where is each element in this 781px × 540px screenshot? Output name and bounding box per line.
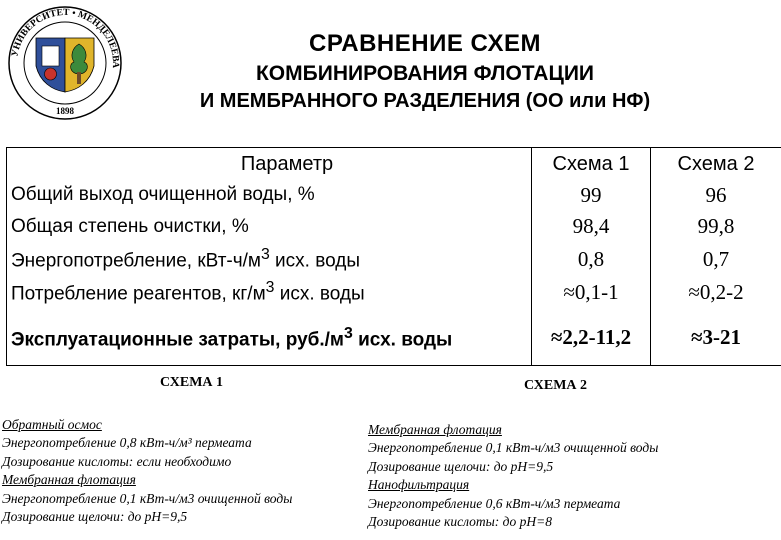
table-row: [7, 309, 781, 366]
row-scheme2-value: 99,8: [697, 214, 735, 238]
scheme2-note-heading: Нанофильтрация: [368, 477, 470, 493]
comparison-table: [6, 147, 781, 366]
scheme1-note: Энергопотребление 0,8 кВт-ч/м³ пермеата: [2, 435, 252, 451]
scheme2-label: СХЕМА 2: [524, 378, 588, 393]
scheme1-note-heading: Обратный осмос: [2, 417, 102, 432]
row-scheme2-value: 96: [705, 182, 727, 207]
table-row: [7, 180, 781, 210]
shield-book-icon: [42, 46, 59, 66]
row-scheme1-value: 98,4: [532, 210, 651, 243]
row-param-text: Эксплуатационные затраты, руб./м: [11, 329, 344, 351]
seal-year: 1898: [56, 106, 74, 116]
scheme1-notes: [2, 416, 292, 526]
row-param: Общая степень очистки, %: [7, 210, 532, 243]
row-scheme1-value: 99: [532, 180, 651, 210]
scheme2-note: Энергопотребление 0,1 кВт-ч/м3 очищенной воды: [368, 440, 659, 456]
table-row: [7, 243, 781, 276]
row-param-suffix: исх. воды: [352, 329, 453, 351]
scheme2-note: Энергопотребление 0,6 кВт-ч/м3 пермеата: [368, 495, 621, 511]
page-subtitle-line2: И МЕМБРАННОГО РАЗДЕЛЕНИЯ (ОО или НФ): [199, 90, 651, 112]
scheme1-note-heading: Мембранная флотация: [2, 472, 136, 488]
table-row: [7, 210, 781, 243]
row-param: [7, 309, 532, 366]
university-seal-logo: [6, 4, 124, 122]
row-param-sup: 3: [260, 246, 270, 264]
row-param-sup: 3: [265, 279, 275, 297]
row-scheme2-value: ≈3-21: [651, 309, 781, 366]
scheme1-label: СХЕМА 1: [160, 375, 224, 390]
page-title: СРАВНЕНИЕ СХЕМ: [309, 30, 541, 57]
scheme2-notes: [368, 421, 720, 531]
scheme2-note: Дозирование щелочи: до рН=9,5: [368, 458, 554, 474]
page-subtitle-line1: КОМБИНИРОВАНИЯ ФЛОТАЦИИ: [255, 62, 595, 85]
scheme1-note: Дозирование щелочи: до рН=9,5: [2, 508, 188, 524]
scheme1-note: Энергопотребление 0,1 кВт-ч/м3 очищенной воды: [2, 490, 293, 506]
scheme1-note: Дозирование кислоты: если необходимо: [2, 453, 232, 469]
row-scheme1-value: ≈0,1-1: [532, 276, 651, 309]
table-row: [7, 276, 781, 309]
row-param-sup: 3: [343, 324, 353, 342]
header-param: Параметр: [7, 148, 532, 181]
row-param: [7, 243, 532, 276]
shield-flask-icon: [45, 68, 57, 80]
row-param-suffix: исх. воды: [269, 250, 361, 272]
row-scheme1-value: 0,8: [532, 243, 651, 276]
header-scheme2: Схема 2: [651, 148, 781, 181]
shield-trunk-icon: [77, 72, 81, 84]
header-scheme1: Схема 1: [532, 148, 651, 181]
scheme2-note: Дозирование кислоты: до рН=8: [368, 513, 552, 529]
row-param: Общий выход очищенной воды, %: [7, 180, 532, 210]
row-param: [7, 276, 532, 309]
row-param-text: Потребление реагентов, кг/м: [11, 283, 266, 305]
scheme2-note-heading: Мембранная флотация: [368, 422, 502, 437]
row-scheme1-value: ≈2,2-11,2: [532, 309, 651, 366]
row-param-text: Энергопотребление, кВт-ч/м: [11, 250, 261, 272]
row-scheme2-value: ≈0,2-2: [688, 280, 744, 304]
seal-ring-text: УНИВЕРСИТЕТ • МЕНДЕЛЕЕВА: [10, 7, 121, 69]
table-header-row: [7, 148, 781, 181]
row-param-suffix: исх. воды: [274, 283, 365, 305]
row-scheme2-value: 0,7: [702, 247, 730, 271]
